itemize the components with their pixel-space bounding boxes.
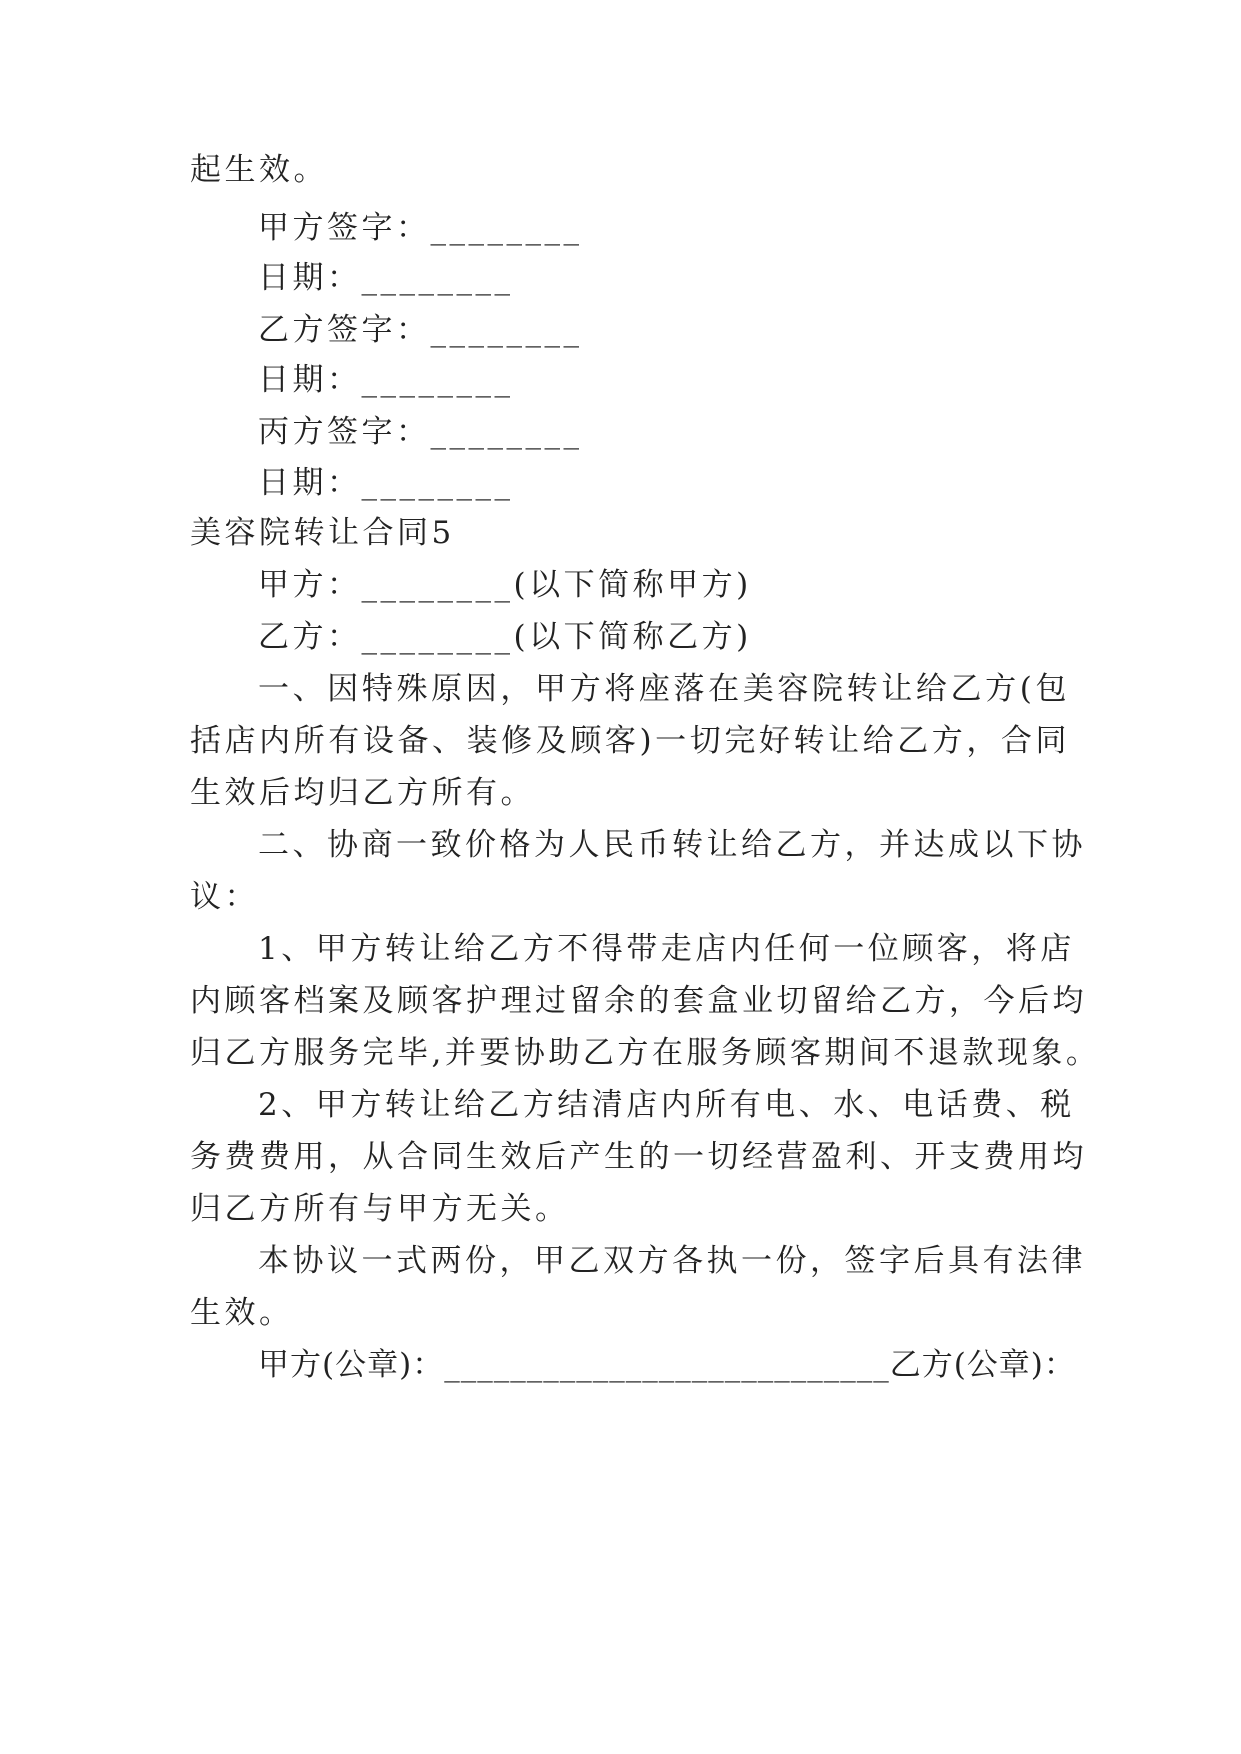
item-1-line: 1、甲方转让给乙方不得带走店内任何一位顾客，将店 — [258, 931, 1075, 967]
item-1-line: 内顾客档案及顾客护理过留余的套盒业切留给乙方，今后均 — [190, 983, 1087, 1019]
party-b-date: 日期：________ — [258, 362, 514, 398]
party-c-date: 日期：________ — [258, 465, 514, 501]
party-b-line: 乙方：________(以下简称乙方) — [258, 619, 752, 655]
item-2-line: 归乙方所有与甲方无关。 — [190, 1191, 570, 1227]
party-a-signature: 甲方签字：________ — [258, 210, 583, 246]
seal-line: 甲方(公章)：___________________________乙方(公章)： — [258, 1347, 1076, 1383]
clause-1-line: 一、因特殊原因，甲方将座落在美容院转让给乙方(包 — [258, 671, 1070, 707]
closing-line: 生效。 — [190, 1295, 294, 1331]
closing-line: 本协议一式两份，甲乙双方各执一份，签字后具有法律 — [258, 1243, 1086, 1279]
party-a-date: 日期：________ — [258, 260, 514, 296]
party-c-signature: 丙方签字：________ — [258, 414, 583, 450]
text-line: 起生效。 — [190, 152, 328, 188]
item-2-line: 务费费用，从合同生效后产生的一切经营盈利、开支费用均 — [190, 1139, 1087, 1175]
item-1-line: 归乙方服务完毕,并要协助乙方在服务顾客期间不退款现象。 — [190, 1035, 1101, 1071]
party-a-line: 甲方：________(以下简称甲方) — [258, 567, 752, 603]
party-b-signature: 乙方签字：________ — [258, 312, 583, 348]
clause-2-line: 议： — [190, 879, 259, 915]
clause-1-line: 生效后均归乙方所有。 — [190, 775, 535, 811]
section-title: 美容院转让合同5 — [190, 515, 455, 551]
item-2-line: 2、甲方转让给乙方结清店内所有电、水、电话费、税 — [258, 1087, 1075, 1123]
clause-1-line: 括店内所有设备、装修及顾客)一切完好转让给乙方，合同 — [190, 723, 1070, 759]
clause-2-line: 二、协商一致价格为人民币转让给乙方，并达成以下协 — [258, 827, 1086, 863]
